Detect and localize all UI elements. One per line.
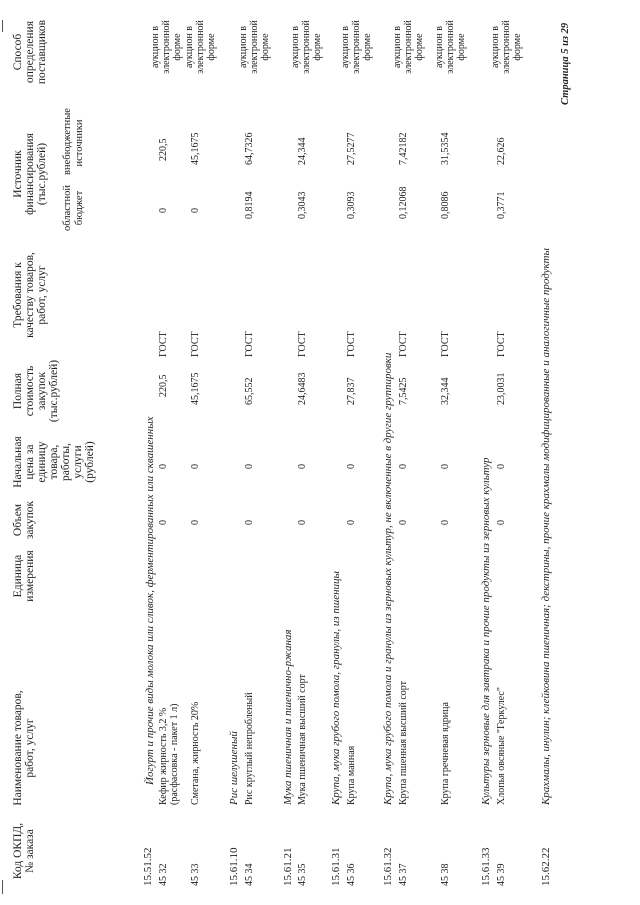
item-total: 32,344 (440, 377, 451, 405)
header-total: Полная стоимость закупок (тыс.рублей) (12, 359, 60, 423)
item-volume: 0 (297, 520, 308, 525)
item-price: 0 (158, 464, 169, 469)
item-volume: 0 (440, 520, 451, 525)
item-quality: ГОСТ (440, 331, 451, 357)
section-title: Мука пшеничная и пшенично-ржаная (282, 629, 294, 805)
section-code: 15.61.31 (330, 847, 342, 886)
item-offbudget: 64,7326 (244, 132, 255, 165)
item-method: аукцион в электронной форме (290, 20, 323, 74)
item-price: 0 (190, 464, 201, 469)
order-number: 45 32 (158, 863, 169, 886)
section-title: Рис шелушеный (228, 731, 240, 805)
order-number: 45 39 (496, 863, 507, 886)
item-total: 7,5425 (398, 377, 409, 405)
item-total: 45,1675 (190, 372, 201, 405)
section-title: Крупа, мука грубого помола, гранулы, из пшеницы (330, 571, 342, 805)
item-quality: ГОСТ (496, 331, 507, 357)
order-number: 45 36 (346, 863, 357, 886)
item-budget: 0,3043 (297, 191, 308, 219)
page-number: Страница 5 из 29 (560, 22, 571, 105)
item-total: 23,0031 (496, 372, 507, 405)
item-name: Мука пшеничная высший сорт (297, 674, 308, 805)
header-method: Способ определения поставщиков (12, 19, 48, 85)
section-code: 15.61.21 (282, 847, 294, 886)
item-total: 27,837 (346, 377, 357, 405)
item-price: 0 (244, 464, 255, 469)
header-finance: Источник финансирования (тыс.рублей) (12, 133, 48, 215)
header-offbudget: внебюджетные источники (62, 108, 85, 175)
header-quality: Требования к качеству товаров, работ, услуг (12, 252, 48, 338)
item-volume: 0 (158, 520, 169, 525)
order-number: 45 34 (244, 863, 255, 886)
item-offbudget: 45,1675 (190, 132, 201, 165)
item-offbudget: 24,344 (297, 137, 308, 165)
item-price: 0 (346, 464, 357, 469)
item-offbudget: 220,5 (158, 138, 169, 161)
item-budget: 0,3093 (346, 191, 357, 219)
item-method: аукцион в электронной форме (392, 20, 425, 74)
item-budget: 0,12068 (398, 186, 409, 219)
section-code: 15.51.52 (142, 847, 154, 886)
header-unit: Единица измерения (12, 550, 36, 602)
item-volume: 0 (496, 520, 507, 525)
item-method: аукцион в электронной форме (238, 20, 271, 74)
header-price: Начальная цена за единицу товара, работы, услуги (рублей) (12, 436, 96, 488)
item-volume: 0 (398, 520, 409, 525)
item-quality: ГОСТ (158, 331, 169, 357)
item-offbudget: 27,5277 (346, 132, 357, 165)
section-code: 15.62.22 (540, 847, 552, 886)
item-budget: 0,8194 (244, 191, 255, 219)
item-volume: 0 (190, 520, 201, 525)
item-budget: 0 (158, 208, 169, 213)
item-method: аукцион в электронной форме (184, 20, 217, 74)
item-method: аукцион в электронной форме (340, 20, 373, 74)
item-total: 24,6483 (297, 372, 308, 405)
order-number: 45 35 (297, 863, 308, 886)
section-code: 15.61.10 (228, 847, 240, 886)
order-number: 45 37 (398, 863, 409, 886)
order-number: 45 33 (190, 863, 201, 886)
scan-mark (2, 20, 3, 32)
scan-mark (2, 880, 3, 894)
item-budget: 0,8086 (440, 191, 451, 219)
item-name: Сметана, жирность 20% (190, 701, 201, 805)
section-code: 15.61.33 (480, 847, 492, 886)
item-volume: 0 (244, 520, 255, 525)
item-quality: ГОСТ (346, 331, 357, 357)
item-quality: ГОСТ (244, 331, 255, 357)
item-offbudget: 31,5354 (440, 132, 451, 165)
item-price: 0 (496, 464, 507, 469)
order-number: 45 38 (440, 863, 451, 886)
item-price: 0 (297, 464, 308, 469)
header-name: Наименование товаров, работ, услуг (12, 690, 36, 806)
item-name: Крупа манная (346, 745, 357, 805)
item-quality: ГОСТ (297, 331, 308, 357)
item-price: 0 (398, 464, 409, 469)
item-budget: 0,3771 (496, 191, 507, 219)
item-price: 0 (440, 464, 451, 469)
item-quality: ГОСТ (190, 331, 201, 357)
item-total: 220,5 (158, 374, 169, 397)
item-name: Кефир жирность 3,2 % (расфасовка - пакет 1 л) (158, 703, 180, 805)
section-title: Йогурт и прочие виды молока или сливок, ферментированных или сквашенных (144, 416, 156, 785)
header-budget: областной бюджет (62, 185, 85, 231)
item-offbudget: 22,626 (496, 137, 507, 165)
section-title: Крахмалы, инулин; клейковина пшеничная; декстрины, прочие крахмалы модифицированные и аналогичные продукты (540, 248, 552, 805)
item-offbudget: 7,42182 (398, 132, 409, 165)
item-volume: 0 (346, 520, 357, 525)
header-code: Код ОКПД, № заказа (12, 822, 36, 880)
item-method: аукцион в электронной форме (434, 20, 467, 74)
item-budget: 0 (190, 208, 201, 213)
item-name: Крупа пшенная высший сорт (398, 680, 409, 805)
header-volume: Объем закупок (12, 500, 36, 540)
section-title: Культуры зерновые для завтрака и прочие продукты из зерновых культур (480, 457, 492, 805)
item-method: аукцион в электронной форме (490, 20, 523, 74)
item-quality: ГОСТ (398, 331, 409, 357)
section-title: Крупа, мука грубого помола и гранулы из зерновых культур, не включенные в другие группировки (382, 352, 394, 805)
item-name: Рис круглый непробленый (244, 692, 255, 805)
item-name: Крупа гречневая ядрица (440, 702, 451, 805)
item-name: Хлопья овсяные "Геркулес" (496, 687, 507, 805)
section-code: 15.61.32 (382, 847, 394, 886)
item-method: аукцион в электронной форме (150, 20, 183, 74)
item-total: 65,552 (244, 377, 255, 405)
